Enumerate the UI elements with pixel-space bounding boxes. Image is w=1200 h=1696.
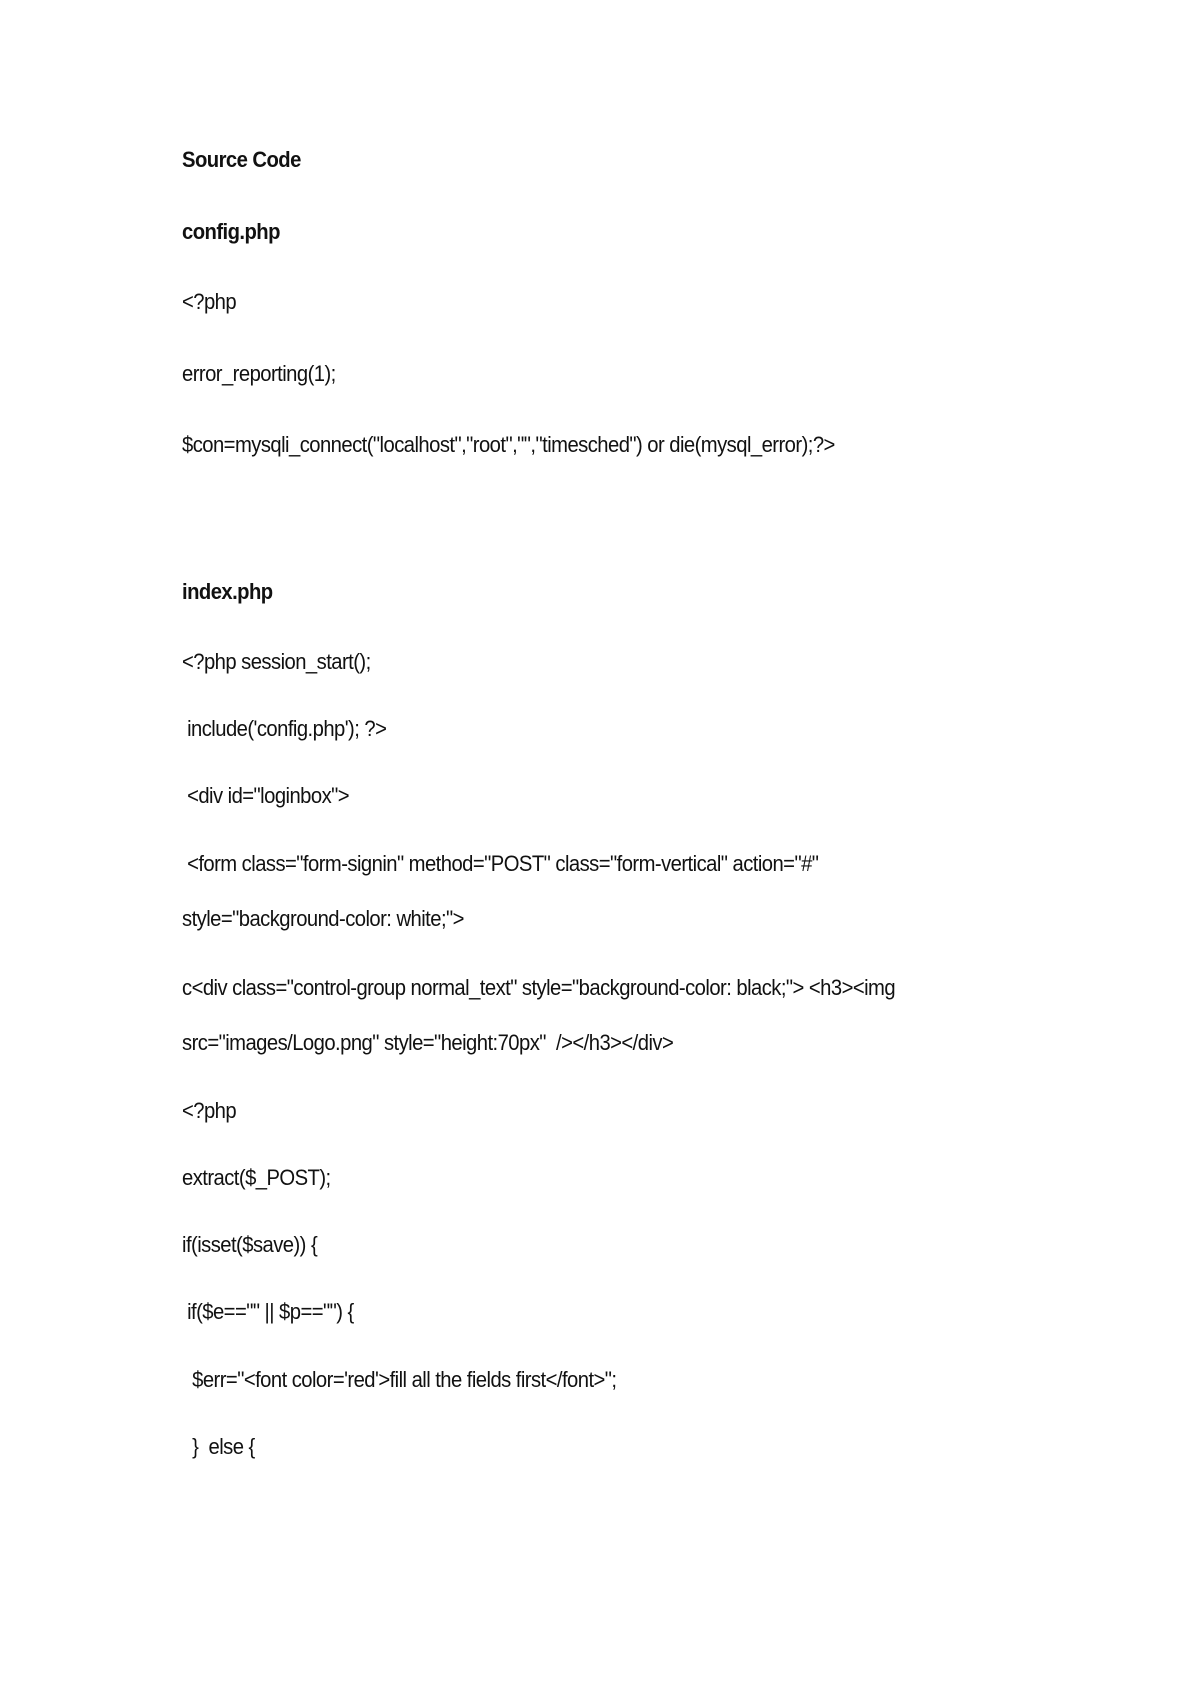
code-line: c<div class="control-group normal_text" style="background-color: black;"> <h3><img [182,975,896,1000]
section-heading-index: index.php [182,579,273,604]
code-line: <?php [182,289,237,314]
code-line: <?php [182,1098,237,1123]
document-title: Source Code [182,147,301,172]
section-heading-config: config.php [182,219,280,244]
code-line: style="background-color: white;"> [182,906,464,931]
code-line: if(isset($save)) { [182,1232,318,1257]
code-line: <?php session_start(); [182,649,371,674]
code-line: if($e=="" || $p=="") { [182,1299,354,1324]
code-line: <form class="form-signin" method="POST" class="form-vertical" action="#" [182,851,819,876]
code-line: $con=mysqli_connect("localhost","root","","timesched") or die(mysql_error);?> [182,432,835,457]
code-line: } else { [182,1434,255,1459]
code-line: $err="<font color='red'>fill all the fields first</font>"; [182,1367,617,1392]
code-line: error_reporting(1); [182,361,336,386]
code-line: <div id="loginbox"> [182,783,350,808]
code-line: extract($_POST); [182,1165,331,1190]
code-line: src="images/Logo.png" style="height:70px" /></h3></div> [182,1030,674,1055]
code-line: include('config.php'); ?> [182,716,387,741]
